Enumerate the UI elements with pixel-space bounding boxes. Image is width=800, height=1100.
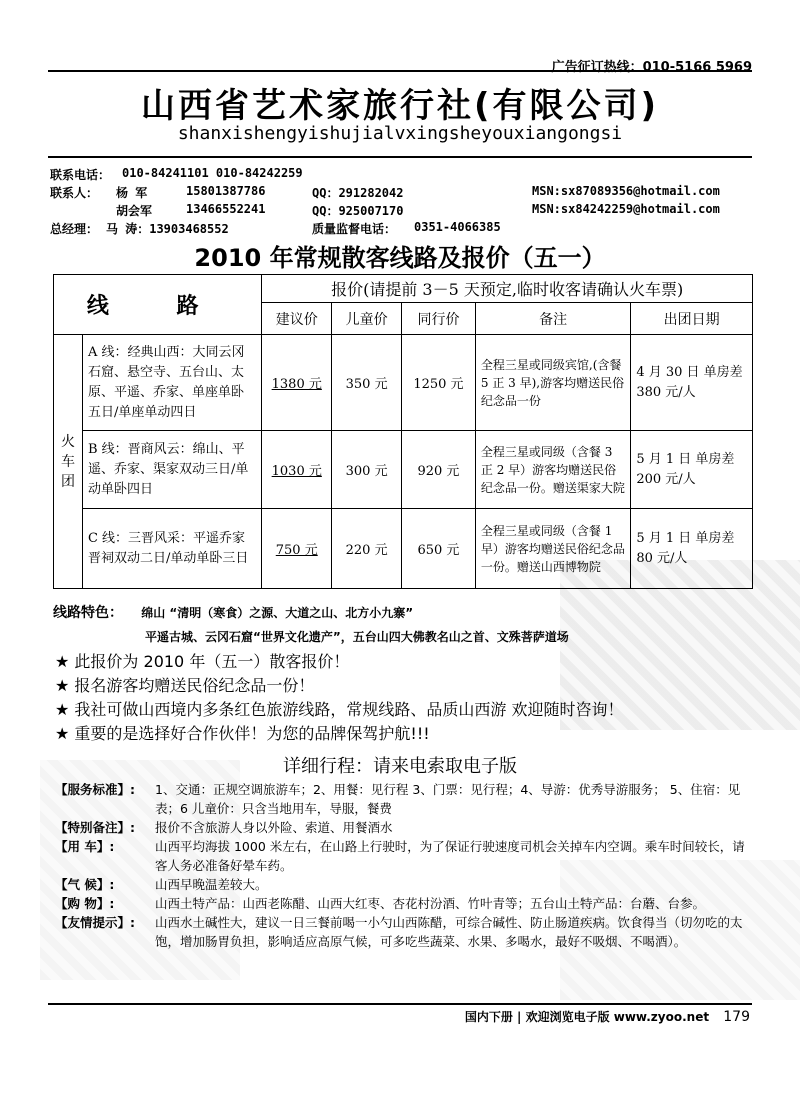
service-value: 山西水土碱性大，建议一日三餐前喝一小勺山西陈醋，可综合碱性、防止肠道疾病。饮食得当（切勿吃的太饱，增加肠胃负担，影响适应高原气候，可多吃些蔬菜、水果、多喝水，最好不吸烟、不喝酒）。: [155, 915, 743, 949]
col-remark: 备注: [475, 303, 630, 335]
features-line-2: 平遥古城、云冈石窟“世界文化遗产”，五台山四大佛教名山之首、文殊菩萨道场: [145, 630, 569, 644]
contact-person-1-phone: 15801387786: [186, 184, 266, 198]
suggested-price-value: 1030 元: [271, 464, 322, 479]
price-header-note: 报价(请提前 3－5 天预定,临时收客请确认火车票): [262, 275, 753, 303]
manager-label: 总经理：: [50, 222, 99, 236]
col-child-price: 儿童价: [332, 303, 402, 335]
child-price: 350 元: [332, 335, 402, 431]
suggested-price: [262, 335, 332, 431]
child-price: 220 元: [332, 509, 402, 589]
list-item: ★ 此报价为 2010 年（五一）散客报价！: [55, 652, 350, 671]
footer-rule: [48, 1003, 752, 1005]
service-value: 报价不含旅游人身以外险、索道、用餐酒水: [155, 820, 393, 835]
contact-person-2-qq: QQ：925007170: [312, 204, 404, 218]
service-key: 【服务标准】:: [55, 782, 135, 797]
departure-date: 5 月 1 日 单房差 200 元/人: [631, 431, 753, 509]
company-name: 山西省艺术家旅行社(有限公司): [140, 86, 660, 126]
remark: 全程三星或同级（含餐 1 早）游客均赠送民俗纪念品一份。赠送山西博物院: [475, 509, 630, 589]
company-pinyin: shanxishengyishujialvxingsheyouxiangongsi: [177, 123, 623, 144]
contact-person-2-msn: MSN:sx84242259@hotmail.com: [532, 202, 720, 216]
price-table: [53, 274, 753, 589]
phone-numbers: 010-84241101 010-84242259: [122, 166, 303, 180]
contact-person-1: 杨 军: [116, 186, 148, 200]
list-item: ★ 重要的是选择好合作伙伴！为您的品牌保驾护航!!!: [55, 724, 430, 743]
quality-phone: 0351-4066385: [414, 220, 501, 234]
peer-price: 1250 元: [402, 335, 476, 431]
contact-person-1-msn: MSN:sx87089356@hotmail.com: [532, 184, 720, 198]
route-description: B 线：晋商风云：绵山、平遥、乔家、渠家双动三日/单动单卧四日: [82, 431, 261, 509]
suggested-price: [262, 509, 332, 589]
remark: 全程三星或同级（含餐 3 正 2 早）游客均赠送民俗纪念品一份。赠送渠家大院: [475, 431, 630, 509]
contact-person-label: 联系人：: [50, 186, 99, 200]
bullet-list: [55, 650, 624, 746]
list-item: [55, 818, 755, 837]
contact-person-2-phone: 13466552241: [186, 202, 266, 216]
service-value: 山西土特产品：山西老陈醋、山西大红枣、杏花村汾酒、竹叶青等；五台山土特产品：台蘑、台参。: [155, 896, 706, 911]
list-item: [55, 780, 755, 818]
table-row: [54, 431, 753, 509]
footer-text: 国内下册 | 欢迎浏览电子版 www.zyoo.net: [464, 1010, 710, 1024]
suggested-price-value: 1380 元: [271, 377, 322, 392]
list-item: [55, 894, 755, 913]
price-list-heading: 2010 年常规散客线路及报价（五一）: [194, 244, 606, 272]
col-suggested-price: 建议价: [262, 303, 332, 335]
departure-date: 4 月 30 日 单房差 380 元/人: [631, 335, 753, 431]
table-row: [54, 335, 753, 431]
category-train-tour: 火车团: [54, 335, 83, 589]
service-key: 【购 物】:: [55, 896, 115, 911]
service-value: 1、交通：正规空调旅游车；2、用餐：见行程 3、门票：见行程；4、导游：优秀导游服务； 5、住宿：见表；6 儿童价：只含当地用车，导服，餐费: [155, 782, 741, 816]
suggested-price: [262, 431, 332, 509]
list-item: [55, 913, 755, 951]
features-line-1: 绵山 “清明（寒食）之源、大道之山、北方小九寨”: [141, 606, 414, 620]
route-features: [53, 602, 569, 645]
contact-person-2: 胡会军: [116, 204, 153, 218]
list-item: ★ 报名游客均赠送民俗纪念品一份！: [55, 676, 315, 695]
ad-hotline: 广告征订热线：010-5166 5969: [551, 60, 752, 75]
service-key: 【特别备注】:: [55, 820, 135, 835]
list-item: [55, 837, 755, 875]
service-key: 【友情提示】:: [55, 915, 135, 930]
header-rule: [48, 156, 752, 158]
features-label: 线路特色：: [53, 605, 123, 621]
manager-name-phone: 马 涛：13903468552: [106, 222, 229, 236]
service-value: 山西早晚温差较大。: [155, 877, 268, 892]
col-peer-price: 同行价: [402, 303, 476, 335]
departure-date: 5 月 1 日 单房差 80 元/人: [631, 509, 753, 589]
phone-label: 联系电话：: [50, 168, 111, 182]
quality-phone-label: 质量监督电话：: [312, 222, 397, 236]
col-departure-date: 出团日期: [631, 303, 753, 335]
contact-person-1-qq: QQ：291282042: [312, 186, 404, 200]
service-key: 【气 候】:: [55, 877, 115, 892]
peer-price: 920 元: [402, 431, 476, 509]
footer: [465, 1008, 750, 1025]
top-rule: [48, 70, 752, 72]
list-item: ★ 我社可做山西境内多条红色旅游线路，常规线路、品质山西游 欢迎随时咨询！: [55, 700, 624, 719]
detail-itinerary-note: 详细行程：请来电索取电子版: [283, 756, 517, 777]
route-description: A 线：经典山西：大同云冈石窟、悬空寺、五台山、太原、平遥、乔家、单座单卧五日/单座单动四日: [82, 335, 261, 431]
service-key: 【用 车】:: [55, 839, 115, 854]
page-number: 179: [723, 1009, 750, 1025]
list-item: [55, 875, 755, 894]
peer-price: 650 元: [402, 509, 476, 589]
remark: 全程三星或同级宾馆,(含餐 5 正 3 早),游客均赠送民俗纪念品一份: [475, 335, 630, 431]
suggested-price-value: 750 元: [275, 543, 318, 558]
table-row: [54, 509, 753, 589]
service-details: [55, 780, 755, 951]
route-description: C 线：三晋风采：平遥乔家晋祠双动二日/单动单卧三日: [82, 509, 261, 589]
route-header: 线 路: [54, 275, 262, 335]
service-value: 山西平均海拔 1000 米左右，在山路上行驶时，为了保证行驶速度司机会关掉车内空调。乘车时间较长，请客人务必准备好晕车药。: [155, 839, 745, 873]
child-price: 300 元: [332, 431, 402, 509]
